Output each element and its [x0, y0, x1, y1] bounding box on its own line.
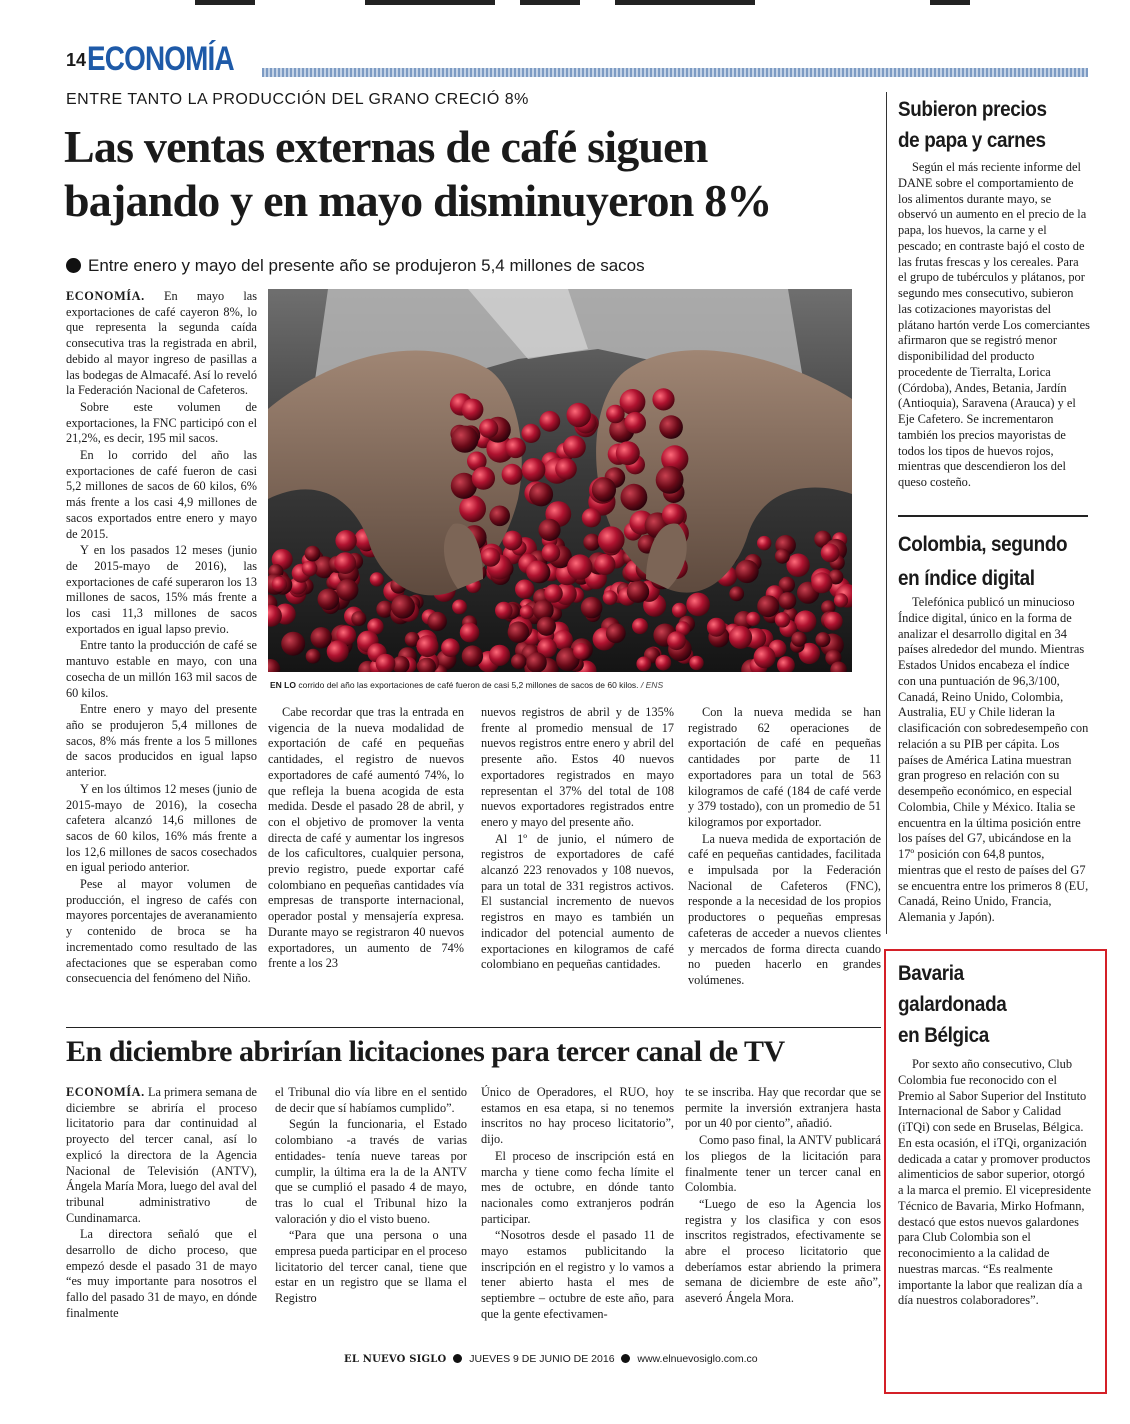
- coffee-cherry: [302, 561, 318, 577]
- sidebar-headline-2: Colombia, segundo en índice digital: [898, 533, 1068, 590]
- coffee-cherry: [441, 638, 460, 657]
- paragraph: Entre enero y mayo del presente año se produjeron 5,4 millones de sacos, 8% más frente a los 5 millones de sacos producidos en igual lapso anterior.: [66, 702, 257, 780]
- coffee-cherry: [428, 612, 447, 631]
- coffee-cherry: [757, 595, 779, 617]
- coffee-cherry: [581, 597, 603, 619]
- coffee-cherry: [652, 388, 674, 410]
- coffee-cherry: [526, 561, 548, 583]
- coffee-cherry: [655, 655, 671, 671]
- paragraph: La directora señaló que el desarrollo de dicho proceso, que empezó desde el pasado 31 de mayo “es muy importante para nosotros el fallo del pasado 31 de mayo, en dónde finalmente: [66, 1227, 257, 1320]
- bullet-icon: [66, 258, 81, 273]
- coffee-cherries-photo: [268, 289, 852, 672]
- coffee-cherry: [481, 548, 500, 567]
- coffee-cherry: [489, 506, 510, 527]
- coffee-cherry: [526, 652, 547, 672]
- coffee-cherry: [515, 580, 534, 599]
- sidebar-rule: [886, 92, 887, 934]
- coffee-cherry: [606, 623, 626, 643]
- coffee-cherry: [417, 635, 439, 657]
- coffee-cherry: [606, 405, 625, 424]
- coffee-cherry: [529, 482, 553, 506]
- coffee-cherry: [520, 605, 534, 619]
- coffee-cherry: [754, 646, 776, 668]
- paragraph: Y en los últimos 12 meses (junio de 2015-mayo de 2016), la cosecha cafetera alcanzó 14,6 millones de sacos de 60 kilos, 16% más frente a los 12,6 millones de sacos cosechados en igual periodo anterior.: [66, 781, 257, 875]
- coffee-cherry: [495, 602, 513, 620]
- coffee-cherry: [522, 458, 546, 482]
- paragraph: La primera semana de diciembre se abriría el proceso licitatorio para dar continuidad al proyecto del tercer canal, así lo explicó la directora de la Agencia Nacional de Televisión (ANTV), Ángela María Mora, luego del aval del tribunal administrativo de Cundinamarca.: [66, 1085, 257, 1225]
- coffee-cherry: [511, 654, 527, 670]
- separator-dot: [453, 1354, 462, 1363]
- paragraph: Único de Operadores, el RUO, hoy estamos en esa etapa, si no tenemos inscritos no hay proceso licitatorio”, dijo.: [481, 1085, 674, 1147]
- coffee-cherry: [662, 503, 685, 526]
- coffee-cherry: [592, 478, 616, 502]
- paragraph: El proceso de inscripción está en marcha y tiene como fecha límite el mes de octubre, en dónde tanto nacionales como extranjeros podrán participar.: [481, 1148, 674, 1226]
- coffee-cherry: [746, 612, 760, 626]
- coffee-cherry: [729, 586, 744, 601]
- coffee-cherry: [459, 495, 486, 522]
- coffee-cherry: [489, 645, 510, 666]
- sidebar-story-2: Telefónica publicó un minucioso Índice digital, único en la forma de analizar el desarrollo digital en 34 países alrededor del mundo. Mientras Estados Unidos encabeza el índice con una puntuación de 96,3/100, Canadá, Reino Unido, Colombia, Australia, EU y Chile lideran la clasificación con sobredesempeño con relación a su PIB per cápita. Los países de América Latina muestran gran progreso en relación con su desempeño económico, en especial Colombia, Chile y México. Italia se encuentra en la última posición entre los países del G7, ubicándose en la 17º posición con 64,8 puntos, mientras que el resto de países del G7 se encuentra entre los primeros 8 (EU, Canadá, Reino Unido, Francia, Alemania y Japón).: [898, 595, 1089, 924]
- photo-caption: EN LO corrido del año las exportaciones de café fueron de casi 5,2 millones de sacos de 60 kilos. / ENS: [270, 680, 664, 690]
- coffee-cherry: [538, 519, 560, 541]
- paragraph: En lo corrido del año las exportaciones de café fueron de casi 5,2 millones de sacos de 60 kilos, 6% más frente a los casi 4,9 millones de sacos exportados entre enero y mayo de 2015.: [66, 448, 257, 541]
- paragraph: te se inscriba. Hay que recordar que se permite la inversión extranjera hasta por un 40 por ciento”, añadió.: [685, 1085, 881, 1131]
- headline-line-1: Las ventas externas de café siguen: [64, 121, 708, 172]
- coffee-cherry: [281, 632, 305, 656]
- coffee-cherry: [306, 649, 321, 664]
- coffee-cherry: [539, 411, 560, 432]
- paragraph: “Luego de eso la Agencia los registra y los clasifica y con esos inscritos registrados, efectivamente se abre el proceso licitatorio que deberíamos estar abriendo la primera semana de diciembre de este año”, aseveró Ángela Mora.: [685, 1196, 881, 1306]
- second-column-1: [66, 1085, 257, 1323]
- coffee-cherry: [689, 656, 703, 670]
- coffee-cherry: [521, 424, 540, 443]
- coffee-cherry: [582, 508, 601, 527]
- coffee-cherry: [791, 632, 806, 647]
- paragraph: Pese al mayor volumen de producción, el ingreso de cafés con mayores porcentajes de averanamiento y contenido de broca se ha incrementado como resultado de las afectaciones que se esperaban como consecuencia del fenómeno del Niño.: [66, 877, 257, 986]
- paragraph: Y en los pasados 12 meses (junio de 2015-mayo de 2016), las exportaciones de café superaron los 13 millones de sacos, 15% más frente a los casi 11,3 millones de sacos exportados en igual lapso previo.: [66, 543, 257, 636]
- coffee-cherry: [815, 632, 830, 647]
- paragraph: Al 1º de junio, el número de registros de exportadores de café alcanzó 223 renovados y 108 nuevos, para un total de 331 registros activos. El sustancial incremento de nuevos registros en mayo es también un indicador del potencial aumento de exportaciones en kilogramos de café colombiano en pequeñas cantidades.: [481, 831, 674, 972]
- main-column-1: [66, 289, 257, 988]
- sidebar-story-3: Por sexto año consecutivo, Club Colombia fue reconocido con el Premio al Sabor Superior del Instituto Internacional de Sabor y Calidad (iTQi) con sede en Bruselas, Bélgica. En esta ocasión, el iTQi, organización dedicada a catar y promover productos alimenticios de sabor superior, otorgó a la marca el premio. El vicepresidente Técnico de Bavaria, Mirko Hofmann, destacó que estos nuevos galardones para Club Colombia son el reconocimiento a la calidad de nuestras marcas. “Es realmente importante la labor que realizan día a día nuestros colaboradores”.: [898, 1057, 1091, 1308]
- section-title: ECONOMÍA: [87, 40, 234, 78]
- coffee-cherry: [462, 399, 484, 421]
- dateline: ECONOMÍA.: [66, 1085, 145, 1099]
- paragraph: Como paso final, la ANTV publicará los pliegos de la licitación para finalmente tener un tercer canal en Colombia.: [685, 1133, 881, 1195]
- coffee-cherry: [563, 436, 586, 459]
- coffee-cherry: [462, 645, 483, 666]
- paragraph: Entre tanto la producción de café se mantuvo estable en mayo, con una cosecha de un millón 163 mil sacos de 60 kilos.: [66, 638, 257, 700]
- coffee-cherry: [472, 467, 495, 490]
- paragraph: Cabe recordar que tras la entrada en vigencia de la nueva modalidad de exportación de café en pequeñas cantidades, el registro de nuevos exportadores de café aumentó 74%, lo que refleja la buena acogida de esta medida. Desde el pasado 28 de abril, y con el objetivo de promover la venta directa de café y aumentar los ingresos de los caficultores, cualquier persona, previo registro, puede exportar café colombiano en pequeñas cantidades vía empresas de transporte internacional, operador postal y mensajería expresa. Durante mayo se registraron 40 nuevos exportadores, un aumento de 74% frente a los 23: [268, 705, 464, 971]
- paragraph: Sobre este volumen de exportaciones, la FNC participó con el 21,2%, es decir, 195 mil sacos.: [66, 399, 257, 446]
- coffee-cherry: [656, 466, 684, 494]
- coffee-cherry: [616, 441, 640, 465]
- coffee-cherry: [460, 623, 480, 643]
- coffee-cherry: [624, 412, 646, 434]
- paragraph: el Tribunal dio vía libre en el sentido de decir que sí habíamos cumplido”.: [275, 1085, 467, 1115]
- coffee-cherry: [824, 612, 843, 631]
- coffee-cherry: [757, 536, 771, 550]
- coffee-cherry: [735, 560, 758, 583]
- coffee-cherry: [636, 657, 651, 672]
- coffee-cherry: [775, 549, 790, 564]
- coffee-cherry: [627, 581, 649, 603]
- main-column-3: [481, 705, 674, 974]
- coffee-cherry: [567, 403, 591, 427]
- coffee-cherry: [707, 618, 726, 637]
- section-rule: [262, 68, 1088, 77]
- paragraph: La nueva medida de exportación de café en pequeñas cantidades, facilitada e impulsada por la Federación Nacional de Cafeteros (FNC), responde a la necesidad de los propios productores o pequeñas empresas cafeteras de acceder a nuevos clientes y mercados de forma directa cuando no pueden hacerlo en grandes volúmenes.: [688, 831, 881, 987]
- paragraph: “Nosotros desde el pasado 11 de mayo estamos publicitando la inscripción en el registro y lo vamos a tener abierto hasta el mes de septiembre – octubre de este año, para que la gente efectivamen-: [481, 1228, 674, 1321]
- coffee-cherry: [686, 593, 710, 617]
- coffee-cherry: [537, 617, 556, 636]
- page-footer: [344, 1353, 758, 1365]
- sidebar-divider: [898, 515, 1088, 517]
- sidebar-headline-1: Subieron precios de papa y carnes: [898, 98, 1047, 152]
- coffee-cherry: [834, 593, 848, 607]
- coffee-cherry: [508, 621, 530, 643]
- coffee-cherry: [603, 590, 618, 605]
- sidebar-story-1: Según el más reciente informe del DANE sobre el comportamiento de los alimentos durante mayo, se observó un aumento en el precio de la papa, los huevos, la carne y el pescado; en contraste bajó el costo de las frutas frescas y los cereales. Para el grupo de tubérculos y plátanos, por segundo mes consecutivo, subieron las cotizaciones mayoristas del plátano hartón verde Los comerciantes afirmaron que se registró menor disponibilidad del producto procedente de Tierralta, Lorica (Córdoba), Andes, Betania, Jardín (Antioquia), Saravena (Arauca) y el Eje Cafetero. Se incrementaron también los precios mayoristas de todos los tipos de huevos rojos, mientras que descendieron los del queso costeño.: [898, 160, 1090, 489]
- second-column-2: [275, 1085, 467, 1308]
- coffee-cherry: [451, 426, 478, 453]
- main-column-4: [688, 705, 881, 990]
- main-column-2: [268, 705, 464, 973]
- coffee-cherry: [821, 544, 840, 563]
- coffee-cherry: [335, 530, 356, 551]
- coffee-cherry: [775, 612, 790, 627]
- paragraph: En mayo las exportaciones de café cayeron 8%, lo que representa la segunda caída consecutiva tras la registrada en abril, debido al mayor ingreso de pasillas a las bodegas de Almacafé. Así lo reveló la Federación Nacional de Cafeteros.: [66, 289, 257, 398]
- coffee-cherry: [351, 611, 366, 626]
- coffee-cherry: [452, 600, 467, 615]
- second-headline: En diciembre abrirían licitaciones para tercer canal de TV: [66, 1035, 785, 1068]
- coffee-cherry: [632, 618, 648, 634]
- coffee-cherry: [318, 589, 340, 611]
- coffee-cherry: [621, 484, 648, 511]
- second-column-4: [685, 1085, 881, 1308]
- coffee-cherry: [334, 552, 356, 574]
- separator-dot: [621, 1354, 630, 1363]
- dateline: ECONOMÍA.: [66, 289, 145, 303]
- coffee-cherry: [567, 554, 592, 579]
- coffee-cherry: [502, 464, 523, 485]
- sidebar-headline-3: Bavaria galardonada en Bélgica: [898, 962, 1007, 1047]
- coffee-cherry: [305, 546, 321, 562]
- coffee-cherry: [667, 631, 686, 650]
- coffee-cherry: [391, 595, 415, 619]
- coffee-cherry: [659, 415, 683, 439]
- coffee-cherry: [779, 592, 797, 610]
- newspaper-name: EL NUEVO SIGLO: [344, 1354, 447, 1365]
- paragraph: “Para que una persona o una empresa pueda participar en el proceso licitatorio del tercer canal, tiene que estar en un registro que se llama el Registro: [275, 1228, 467, 1306]
- coffee-cherry: [479, 419, 498, 438]
- coffee-cherry: [786, 554, 809, 577]
- story-kicker: ENTRE TANTO LA PRODUCCIÓN DEL GRANO CRECIÓ 8%: [66, 91, 529, 108]
- coffee-cherry: [811, 572, 832, 593]
- coffee-cherry: [672, 603, 687, 618]
- coffee-cherry: [583, 534, 600, 551]
- second-column-3: [481, 1085, 674, 1324]
- top-page-strip: [0, 0, 1130, 10]
- paragraph: nuevos registros de abril y de 135% frente al promedio mensual de 17 nuevos registros entre enero y abril del presente año. Estos 40 nuevos exportadores registrados en mayo representan el 37% del total de 108 nuevos exportadores registrados entre enero y mayo del presente año.: [481, 705, 674, 829]
- coffee-cherry: [544, 584, 563, 603]
- coffee-cherry: [336, 579, 358, 601]
- subheadline-text: Entre enero y mayo del presente año se produjeron 5,4 millones de sacos: [88, 256, 645, 275]
- story-divider: [66, 1027, 881, 1028]
- subheadline: [66, 256, 645, 276]
- footer-website[interactable]: www.elnuevosiglo.com.co: [637, 1353, 758, 1365]
- coffee-cherry: [311, 627, 332, 648]
- coffee-cherry: [729, 626, 752, 649]
- coffee-cherry: [505, 438, 526, 459]
- main-headline: [64, 120, 884, 228]
- paragraph: Con la nueva medida se han registrado 62 operaciones de exportación de café en pequeñas cantidades por parte de 11 exportadores para un total de 563 kilogramos de café (184 de café verde y 379 tostado), con un promedio de 51 kilogramos por exportador.: [688, 705, 881, 829]
- footer-date: JUEVES 9 DE JUNIO DE 2016: [469, 1353, 615, 1365]
- paragraph: Según la funcionaria, el Estado colombiano -a través de varias entidades- tenía nueve tareas por cumplir, la última era la de la ANTV que se cumplió el pasado 4 de mayo, tras lo cual el Tribunal hizo la valoración y dio el visto bueno.: [275, 1117, 467, 1226]
- headline-line-2: bajando y en mayo disminuyeron 8%: [64, 175, 772, 226]
- coffee-cherry: [272, 577, 287, 592]
- coffee-cherry: [555, 458, 577, 480]
- coffee-cherry: [573, 643, 590, 660]
- coffee-cherry: [598, 526, 625, 553]
- coffee-cherry: [594, 554, 615, 575]
- page-number: 14: [66, 50, 87, 70]
- coffee-cherry: [542, 544, 561, 563]
- coffee-cherry: [794, 610, 816, 632]
- coffee-cherry: [370, 572, 384, 586]
